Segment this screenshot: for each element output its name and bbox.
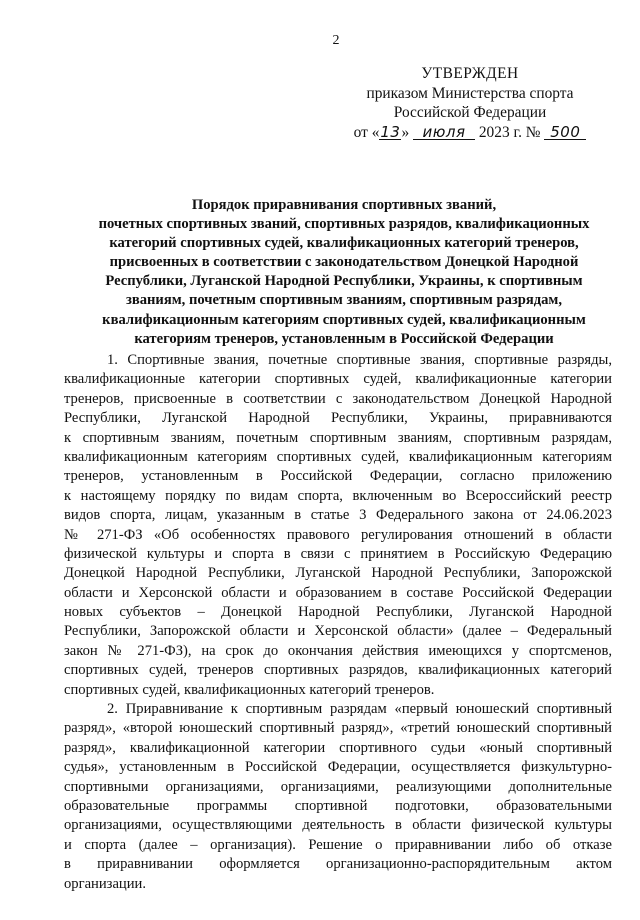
date-suffix: 2023 г. № <box>478 123 541 141</box>
paragraph-line: квалификационным категориям спортивных судей, квалификационным категориям <box>64 448 612 465</box>
paragraph-line: тренеров, присвоенные в соответствии с законодательством Донецкой Народной <box>64 390 612 407</box>
paragraph-line: организациями, осуществляющими деятельность в области физической культуры <box>64 817 612 834</box>
handwritten-month: июля <box>413 125 475 140</box>
paragraph-line: Республики, Луганской Народной Республики, Украины, приравниваются <box>64 410 612 427</box>
title-line: почетных спортивных званий, спортивных разрядов, квалификационных <box>98 216 590 233</box>
page-number: 2 <box>332 33 340 48</box>
paragraph-line: образовательные программы спортивной подготовки, образовательными <box>64 797 612 814</box>
paragraph-line: области и Херсонской области и образованием в составе Российской Федерации <box>64 584 612 601</box>
paragraph-line: и спорта (далее – организация). Решение о приравнивании либо об отказе <box>64 836 612 853</box>
paragraph-line: разряд», квалификационной категории спортивного судьи «юный спортивный <box>64 739 612 756</box>
paragraph-line: разряд», «второй юношеский спортивный разряд», «третий юношеский спортивный <box>64 720 612 737</box>
paragraph-line: спортивных судей, квалификационных категорий тренеров. <box>64 681 435 698</box>
paragraph-line: новых субъектов – Донецкой Народной Республики, Луганской Народной <box>64 604 612 621</box>
handwritten-day: 13 <box>380 122 401 141</box>
paragraph-line: физической культуры и спорта в связи с принятием в Российскую Федерацию <box>64 545 612 562</box>
date-prefix: от « <box>353 123 380 141</box>
paragraph-line: закон № 271-ФЗ), на срок до окончания действия имеющихся у спортсменов, <box>64 642 612 659</box>
paragraph-line: Республики, Запорожской области и Херсонской области» (далее – Федеральный <box>64 623 612 640</box>
document-body <box>64 351 612 894</box>
paragraph-line: квалификационные категории спортивных судей, квалификационные категории <box>64 371 612 388</box>
title-line: Республики, Луганской Народной Республики, Украины, к спортивным <box>105 273 583 290</box>
paragraph-line: Донецкой Народной Республики, Луганской Народной Республики, Запорожской <box>64 565 612 582</box>
handwritten-order-number: 500 <box>544 125 586 140</box>
title-line: званиям, почетным спортивным званиям, спортивным разрядам, <box>125 292 563 309</box>
paragraph-line: к настоящему порядку по видам спорта, включенным во Всероссийский реестр <box>64 487 612 504</box>
title-line: Порядок приравнивания спортивных званий, <box>191 197 497 213</box>
approval-date-line <box>330 123 610 143</box>
paragraph-line: видов спорта, лицам, указанным в статье 3 Федерального закона от 24.06.2023 <box>64 507 612 524</box>
document-title <box>84 196 604 349</box>
paragraph-line: судья», установленным в Российской Федерации, осуществляется физкультурно- <box>64 759 612 776</box>
paragraph-line: тренеров, установленным в Российской Федерации, согласно приложению <box>64 468 612 485</box>
approval-block <box>330 64 610 142</box>
paragraph-line: в приравнивании оформляется организационно-распорядительным актом <box>64 856 612 873</box>
paragraph <box>64 700 612 894</box>
title-line: присвоенных в соответствии с законодательством Донецкой Народной <box>109 254 579 271</box>
title-line: категорий спортивных судей, квалификационных категорий тренеров, <box>109 235 579 252</box>
paragraph-line: № 271-ФЗ «Об особенностях правового регулирования отношений в области <box>64 526 612 543</box>
paragraph-line: спортивных судей, тренеров спортивных разрядов, квалификационных категорий <box>64 662 612 679</box>
paragraph <box>64 351 612 700</box>
approval-line-1: приказом Министерства спорта <box>366 84 574 102</box>
title-line: квалификационным категориям спортивных судей, квалификационным <box>102 311 586 328</box>
paragraph-line: спортивными организациями, организациями, реализующими дополнительные <box>64 778 612 795</box>
paragraph-line: организации. <box>64 875 146 892</box>
title-line: категориям тренеров, установленным в Российской Федерации <box>134 330 554 347</box>
approval-line-2: Российской Федерации <box>393 104 547 121</box>
approval-title: УТВЕРЖДЕН <box>421 65 519 82</box>
paragraph-line: 2. Приравнивание к спортивным разрядам «первый юношеский спортивный <box>107 701 612 718</box>
date-mid: » <box>401 123 410 141</box>
paragraph-line: к спортивным званиям, почетным спортивным званиям, спортивным разрядам, <box>64 429 612 446</box>
paragraph-line: 1. Спортивные звания, почетные спортивные звания, спортивные разряды, <box>107 352 612 368</box>
